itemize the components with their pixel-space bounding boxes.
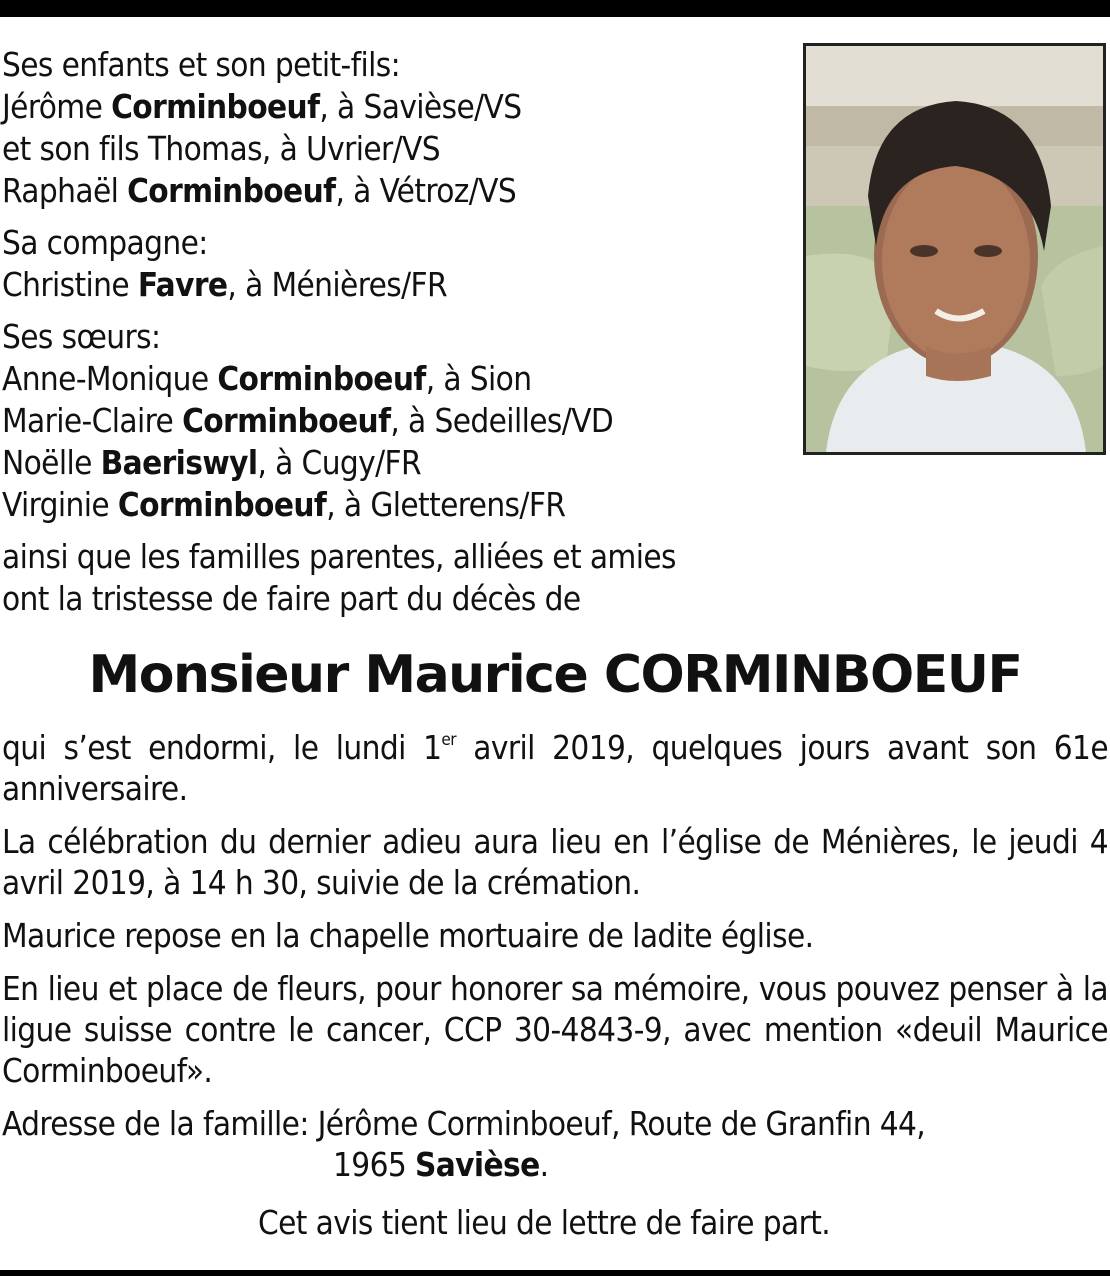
family-member (2, 264, 792, 306)
member-surname: Corminboeuf (117, 485, 327, 524)
family-member (2, 484, 792, 526)
member-place: , à Ménières/FR (227, 265, 448, 304)
postal-code: 1965 (333, 1145, 415, 1184)
member-surname: Favre (137, 265, 228, 304)
family-member (2, 170, 792, 212)
address-town: Savièse (414, 1145, 540, 1184)
member-place: , à Cugy/FR (257, 443, 422, 482)
group-header: Sa compagne: (2, 223, 208, 262)
member-surname: Corminboeuf (127, 171, 336, 210)
member-place: , à Savièse/VS (319, 87, 522, 126)
donation-paragraph: En lieu et place de fleurs, pour honorer sa mémoire, vous pouvez penser à la ligue suisse contre le cancer, CCP 30-4843-9, avec mention «deuil Maurice Corminboeuf». (2, 969, 1108, 1090)
portrait-photo (803, 43, 1106, 455)
death-paragraph (2, 727, 1108, 809)
portrait-illustration (806, 46, 1103, 452)
death-text-end: avril 2019, quelques jours avant son 61e anniversaire. (2, 728, 1108, 808)
member-given: Anne-Monique (2, 359, 218, 398)
member-given: Virginie (2, 485, 118, 524)
member-surname: Corminboeuf (217, 359, 426, 398)
intro-line: ainsi que les familles parentes, alliées et amies (2, 537, 676, 576)
ordinal-suffix: er (441, 730, 456, 750)
family-member (2, 128, 792, 170)
member-surname: Baeriswyl (100, 443, 258, 482)
bottom-rule (0, 1270, 1110, 1276)
group-header: Ses enfants et son petit-fils: (2, 45, 401, 84)
member-place: , à Gletterens/FR (326, 485, 566, 524)
member-place: , à Sedeilles/VD (390, 401, 614, 440)
announcement-body (2, 727, 1108, 1197)
deceased-name: Monsieur Maurice CORMINBOEUF (88, 645, 1022, 705)
member-given: et son fils Thomas, à Uvrier/VS (2, 129, 440, 168)
closing-note: Cet avis tient lieu de lettre de faire part. (258, 1203, 831, 1242)
family-member (2, 400, 792, 442)
member-surname: Corminboeuf (111, 87, 320, 126)
address-line-2 (2, 1144, 1108, 1185)
member-place: , à Vétroz/VS (335, 171, 517, 210)
family-group-children (2, 44, 792, 212)
top-rule (0, 0, 1110, 17)
family-member (2, 358, 792, 400)
announcement-intro (2, 536, 792, 620)
member-place: , à Sion (425, 359, 532, 398)
family-group-partner (2, 222, 792, 306)
intro-line: ont la tristesse de faire part du décès de (2, 579, 581, 618)
family-member (2, 86, 792, 128)
ceremony-paragraph: La célébration du dernier adieu aura lieu en l’église de Ménières, le jeudi 4 avril 2019, à 14 h 30, suivie de la crémation. (2, 822, 1108, 902)
member-surname: Corminboeuf (182, 401, 391, 440)
repose-paragraph: Maurice repose en la chapelle mortuaire de ladite église. (2, 916, 814, 955)
member-given: Marie-Claire (2, 401, 183, 440)
family-address (2, 1103, 1108, 1185)
group-header: Ses sœurs: (2, 317, 161, 356)
member-given: Jérôme (2, 87, 112, 126)
address-end: . (539, 1145, 549, 1184)
member-given: Christine (2, 265, 138, 304)
address-line-1: Adresse de la famille: Jérôme Corminboeuf, Route de Granfin 44, (2, 1104, 926, 1143)
member-given: Noëlle (2, 443, 101, 482)
member-given: Raphaël (2, 171, 128, 210)
family-group-sisters (2, 316, 792, 526)
family-member (2, 442, 792, 484)
family-list (2, 44, 792, 630)
death-text-start: qui s’est endormi, le lundi 1 (2, 728, 442, 767)
